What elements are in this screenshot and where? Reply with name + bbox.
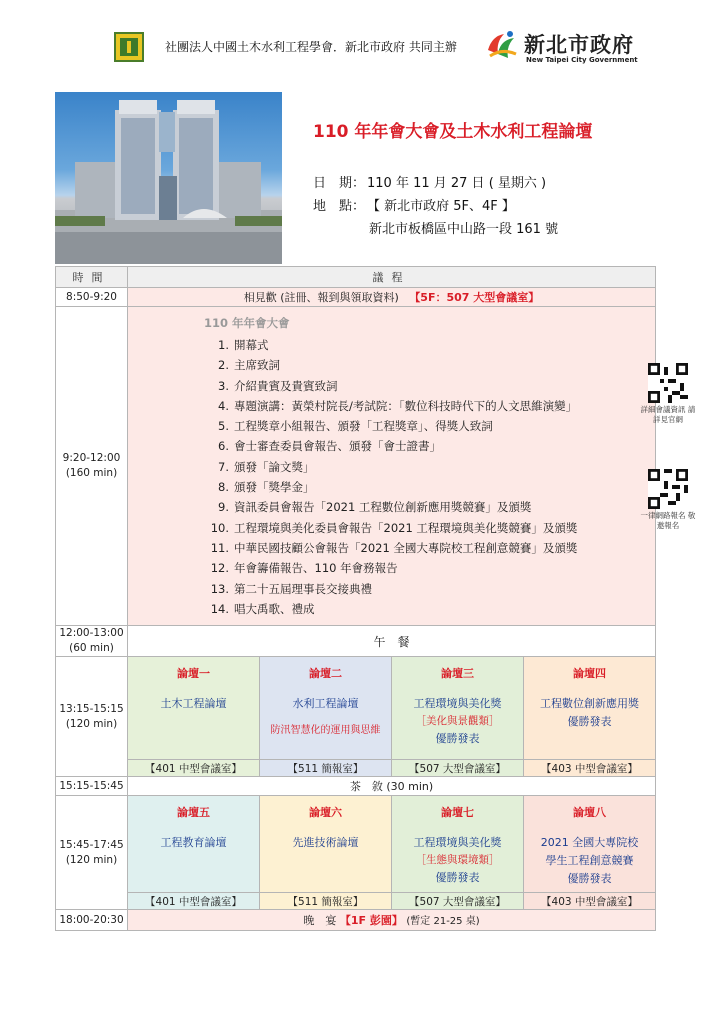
list-item: 13. 第二十五屆理事長交接典禮 (210, 581, 372, 596)
list-item: 5. 工程獎章小組報告、頒發「工程獎章」、得獎人致詞 (218, 419, 493, 434)
tea-cell: 茶 敘 (30 min) (128, 777, 656, 796)
forum-name: 論壇四 (573, 667, 606, 680)
forum-a-duration: (120 min) (65, 717, 118, 730)
event-title: 110 年年會大會及土木水利工程論壇 (313, 122, 593, 142)
forum-room: 【403 中型會議室】 (524, 760, 656, 777)
date-value: 110 年 11 月 27 日 ( 星期六 ) (367, 176, 547, 191)
forum-category: ［生態與環境類］ (415, 854, 500, 866)
schedule-table (55, 266, 696, 931)
table-row (56, 893, 656, 910)
table-row (56, 288, 656, 307)
event-date (313, 172, 546, 191)
dinner-text: 晚 宴 (303, 914, 337, 927)
list-item: 14. 唱大禹歌、禮成 (210, 601, 315, 616)
forum-a-time-cell (56, 657, 128, 777)
city-hall-photo (55, 92, 282, 264)
forum-6-cell (260, 796, 392, 893)
tea-time: 15:15-15:45 (56, 777, 128, 796)
forum-7-cell (392, 796, 524, 893)
forum-b-time: 15:45-17:45 (59, 838, 124, 851)
forum-8-cell (524, 796, 656, 893)
meeting-cell (128, 307, 696, 626)
header-time: 時間 (56, 267, 128, 288)
ntpc-logo-icon (484, 28, 520, 62)
list-item: 12. 年會籌備報告、110 年會務報告 (210, 561, 398, 576)
list-item: 6. 會士審查委員會報告、頒發「會士證書」 (218, 439, 441, 454)
header-agenda: 議程 (128, 267, 656, 288)
list-item: 1. 開幕式 (218, 338, 269, 352)
forum-title: 水利工程論壇 (292, 697, 359, 710)
forum-note: 優勝發表 (567, 872, 612, 885)
agenda-list (210, 335, 577, 619)
forum-title: 工程數位創新應用獎 (540, 697, 639, 710)
table-row (56, 796, 656, 893)
registration-text: 相見歡 (註冊、報到與領取資料) (243, 291, 399, 304)
forum-room: 【403 中型會議室】 (524, 893, 656, 910)
lunch-cell: 午 餐 (128, 626, 656, 657)
forum-room: 【401 中型會議室】 (128, 760, 260, 777)
forum-name: 論壇六 (309, 806, 342, 819)
forum-title: 工程環境與美化獎 (413, 836, 502, 849)
table-row (56, 910, 656, 931)
forum-1-cell (128, 657, 260, 760)
date-label: 日 期： (313, 176, 366, 191)
forum-note: 優勝發表 (435, 732, 480, 745)
registration-cell (128, 288, 656, 307)
forum-b-time-cell (56, 796, 128, 910)
qr-register-label: 一律網路報名 敬邀報名 (640, 511, 696, 530)
list-item: 9. 資訊委員會報告「2021 工程數位創新應用獎競賽」及頒獎 (218, 500, 532, 515)
table-row (56, 657, 656, 760)
dinner-cell (128, 910, 656, 931)
place-label: 地 點： (313, 199, 366, 214)
forum-title: 工程教育論壇 (160, 836, 227, 849)
lunch-time: 12:00-13:00 (59, 627, 124, 639)
forum-room: 【511 簡報室】 (260, 893, 392, 910)
table-row (56, 626, 656, 657)
forum-4-cell (524, 657, 656, 760)
meeting-time-cell (56, 307, 128, 626)
row-time: 8:50-9:20 (56, 288, 128, 307)
forum-room: 【511 簡報室】 (260, 760, 392, 777)
list-item: 10. 工程環境與美化委員會報告「2021 工程環境與美化獎競賽」及頒獎 (210, 520, 578, 535)
place-value: 【 新北市政府 5F、4F 】 (367, 199, 515, 214)
forum-title: 土木工程論壇 (160, 697, 227, 710)
dinner-room: 【1F 彭園】 (339, 914, 403, 927)
forum-name: 論壇一 (177, 667, 210, 680)
society-logo (114, 32, 144, 62)
forum-title: 2021 全國大專院校 (540, 836, 639, 849)
forum-a-time: 13:15-15:15 (59, 702, 124, 715)
event-address: 新北市板橋區中山路一段 161 號 (369, 222, 559, 237)
list-item: 4. 專題演講：黃榮村院長/考試院：「數位科技時代下的人文思維演變」 (218, 398, 578, 413)
forum-name: 論壇二 (309, 667, 342, 680)
dinner-time: 18:00-20:30 (56, 910, 128, 931)
meeting-title: 110 年年會大會 (204, 316, 290, 330)
gov-name: 新北市政府 (524, 32, 634, 57)
forum-b-duration: (120 min) (65, 853, 118, 866)
forum-room: 【507 大型會議室】 (392, 893, 524, 910)
forum-name: 論壇七 (441, 806, 474, 819)
lunch-time-cell (56, 626, 128, 657)
forum-title: 工程環境與美化獎 (413, 697, 502, 710)
meeting-time: 9:20-12:00 (62, 452, 121, 464)
list-item: 11. 中華民國技顧公會報告「2021 全國大專院校工程創意競賽」及頒獎 (210, 540, 578, 555)
forum-subtitle: 學生工程創意競賽 (545, 854, 634, 867)
forum-title: 先進技術論壇 (292, 836, 359, 849)
table-header-row (56, 267, 656, 288)
forum-5-cell (128, 796, 260, 893)
forum-room: 【507 大型會議室】 (392, 760, 524, 777)
forum-category: ［美化與景觀類］ (415, 715, 500, 727)
qr-info-label: 詳細會議資訊 請詳見官網 (640, 405, 696, 424)
qr-code-register-icon[interactable] (648, 469, 688, 509)
table-row (56, 777, 656, 796)
qr-code-info-icon[interactable] (648, 363, 688, 403)
forum-3-cell (392, 657, 524, 760)
event-place (313, 195, 515, 214)
forum-room: 【401 中型會議室】 (128, 893, 260, 910)
table-row (56, 307, 656, 626)
list-item: 2. 主席致詞 (218, 358, 280, 373)
list-item: 8. 頒發「獎學金」 (218, 480, 315, 495)
list-item: 7. 頒發「論文獎」 (218, 459, 315, 474)
forum-name: 論壇八 (573, 806, 606, 819)
dinner-note: (暫定 21-25 桌) (406, 916, 480, 927)
forum-note: 優勝發表 (435, 871, 480, 884)
forum-subtitle: 防汛智慧化的運用與思維 (270, 725, 381, 736)
registration-room: 【5F：507 大型會議室】 (409, 291, 540, 304)
forum-note: 優勝發表 (567, 715, 612, 728)
forum-name: 論壇五 (177, 806, 210, 819)
forum-2-cell (260, 657, 392, 760)
forum-name: 論壇三 (441, 667, 474, 680)
list-item: 3. 介紹貴賓及貴賓致詞 (218, 378, 338, 393)
lunch-duration: (60 min) (69, 642, 114, 654)
table-row (56, 760, 656, 777)
organizers-text: 社團法人中國土木水利工程學會．新北市政府 共同主辦 (165, 40, 457, 54)
gov-name-en: New Taipei City Government (526, 56, 638, 64)
meeting-duration: (160 min) (65, 467, 118, 479)
